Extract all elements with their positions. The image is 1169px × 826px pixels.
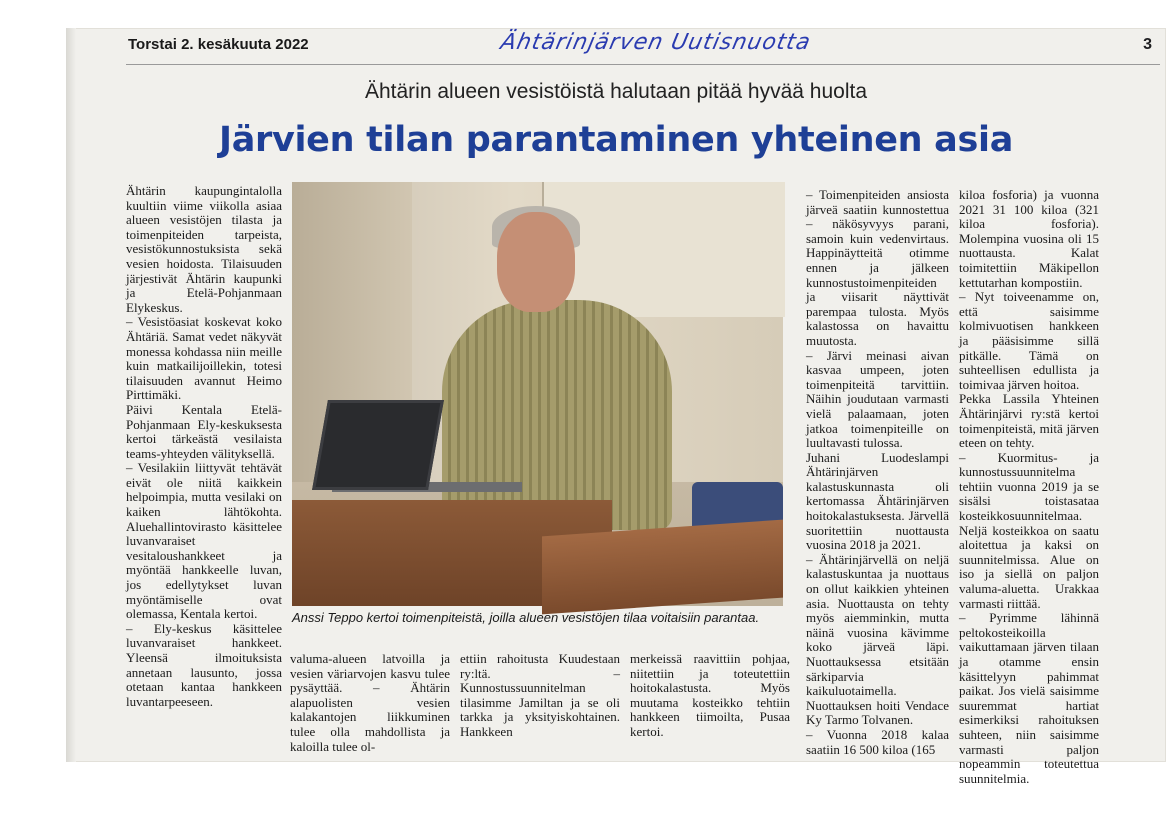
- paragraph: – Vuonna 2018 kalaa saatiin 16 500 kiloa (165: [806, 726, 949, 757]
- paragraph: ettiin rahoitusta Kuudestaan ry:ltä. – Kunnostussuunnitelman tilasimme Jamiltan ja se oli tarkka ja yksityiskohtainen. Hankkeen: [460, 651, 620, 739]
- paragraph: – Ähtärinjärvellä on neljä kalastuskuntaa ja nuottaus on ollut kaikkien yhteinen asia. Nuottausta on tehty myös aiemminkin, mutta näinä vuosina kävimme koko järveä läpi. Nuottauksessa etsitään särkiparvia kaikuluotaimella. Nuottauksen hoiti Vendace Ky Tarmo Tolvanen.: [806, 551, 949, 728]
- paragraph: Juhani Luodeslampi Ähtärinjärven kalastuskunnasta oli kertomassa Ähtärinjärven hoitokalastuksesta. Järvellä suoritettiin nuottausta vuosina 2018 ja 2021.: [806, 449, 949, 553]
- paragraph: valuma-alueen latvoilla ja vesien väriarvojen kasvu tulee pysäyttää. – Ähtärin alapuolisten vesien kalakantojen liikkuminen tulee olla mahdollista ja kaloilla tulee ol-: [290, 651, 450, 754]
- article-photo: [292, 182, 783, 606]
- article-column-1: [126, 184, 282, 762]
- photo-person-body: [442, 300, 672, 530]
- photo-window: [542, 182, 785, 317]
- photo-person-head: [497, 212, 575, 312]
- header-rule: [126, 64, 1160, 65]
- paragraph: – Järvi meinasi aivan kasvaa umpeen, joten toimenpiteitä tarvittiin. Näihin joudutaan varmasti vielä palaamaan, joten jatkoa toimenpiteille on luultavasti tulossa.: [806, 347, 949, 451]
- article-column-4: [806, 188, 949, 762]
- paragraph: – Ely-keskus käsittelee luvanvaraiset hankkeet. Yleensä ilmoituksista annetaan lausunto, jossa otetaan kantaa hankkeen luvantarpeeseen.: [126, 620, 282, 709]
- paragraph: Ähtärin kaupungintalolla kuultiin viime viikolla asiaa alueen vesistöjen tilasta ja toimenpiteiden tarpeista, vesistökunnostuksista sekä vesien hoidosta. Tilaisuuden järjestivät Ähtärin kaupunki ja Etelä-Pohjanmaan Elykeskus.: [126, 183, 282, 315]
- article-column-5: [959, 187, 1099, 786]
- photo-caption: Anssi Teppo kertoi toimenpiteistä, joilla alueen vesistöjen tilaa voitaisiin parantaa.: [292, 610, 760, 625]
- issue-date: Torstai 2. kesäkuuta 2022: [128, 36, 309, 53]
- photo-table-front: [542, 520, 783, 615]
- paragraph: – Pyrimme lähinnä peltokosteikoilla vaikuttamaan järven tilaan ja otamme ensin käsittelyyn pahimmat paikat. Jos vielä saisimme suuremmat hartiat esimerkiksi rahoituksen suhteen, niin saisimme varmasti paljon nopeammin toteutettua suunnitelmia.: [959, 610, 1099, 786]
- paragraph: – Vesilakiin liittyvät tehtävät eivät ole niitä kaikkein helpoimpia, mutta vesilaki on kaiken lähtökohta. Aluehallintovirasto käsittelee luvanvaraiset vesitaloushankkeet ja myöntää hankkeelle luvan, jos edellytykset luvan myöntämiselle ovat olemassa, Kentala kertoi.: [126, 460, 282, 622]
- page-header: [126, 30, 1166, 60]
- article-kicker: Ähtärin alueen vesistöistä halutaan pitää hyvää huolta: [364, 80, 867, 103]
- page-number: 3: [1143, 36, 1152, 53]
- paragraph: – Vesistöasiat koskevat koko Ähtäriä. Samat vedet näkyvät monessa kohdassa niin meille kuin matkailijoillekin, totesi tilaisuuden avannut Heimo Pirttimäki.: [126, 314, 282, 403]
- paragraph: – Toimenpiteiden ansiosta järveä saatiin kunnostettua – näkösyvyys parani, samoin kuin vedenvirtaus. Happinäytteitä otimme ennen ja jälkeen kunnostustoimenpiteiden ja viisarit näyttivät parempaa tulosta. Myös kalastossa on havaittu muutosta.: [806, 187, 949, 348]
- paragraph: Päivi Kentala Etelä-Pohjanmaan Ely-keskuksesta kertoi tärkeästä vesilaista teams-yhteyden välityksellä.: [126, 401, 282, 461]
- article-headline: Järvien tilan parantaminen yhteinen asia: [218, 120, 1014, 160]
- handwritten-masthead: Ähtärinjärven Uutisnuotta: [498, 30, 814, 55]
- paragraph: – Kuormitus- ja kunnostussuunnitelma tehtiin vuonna 2019 ja se sisälsi toistasataa kosteikkosuunnitelmaa. Neljä kosteikkoa on saatu aloitettua ja kaksi on suunnitelmissa. Alue on iso ja siellä on paljon valuma-aluetta. Urakkaa varmasti riittää.: [959, 449, 1099, 611]
- article-column-3-bottom: [460, 652, 620, 762]
- newspaper-page: [66, 28, 1166, 786]
- paragraph: merkeissä raavittiin pohjaa, niitettiin ja toteutettiin hoitokalastusta. Myös muutama kosteikko tehtiin hankkeen tiimoilta, Pusaa kertoi.: [630, 651, 790, 739]
- paragraph: kiloa fosforia) ja vuonna 2021 31 100 kiloa (321 kiloa fosforia). Molempina vuosina oli 15 nuottausta. Kalat toimitettiin Mäkipellon kettutarhan kompostiin.: [959, 187, 1099, 290]
- photo-laptop: [312, 400, 444, 490]
- article-column-4-bottom: [630, 652, 790, 762]
- paragraph: – Nyt toiveenamme on, että saisimme kolmivuotisen hankkeen ja pääsisimme sillä pitkälle. Tämä on suhteellisen edullista ja toimivaa järven hoitoa.: [959, 289, 1099, 392]
- paragraph: Pekka Lassila Yhteinen Ähtärinjärvi ry:stä kertoi toimenpiteistä, mitä järven eteen on tehty.: [959, 391, 1099, 451]
- article-column-2-bottom: [290, 652, 450, 762]
